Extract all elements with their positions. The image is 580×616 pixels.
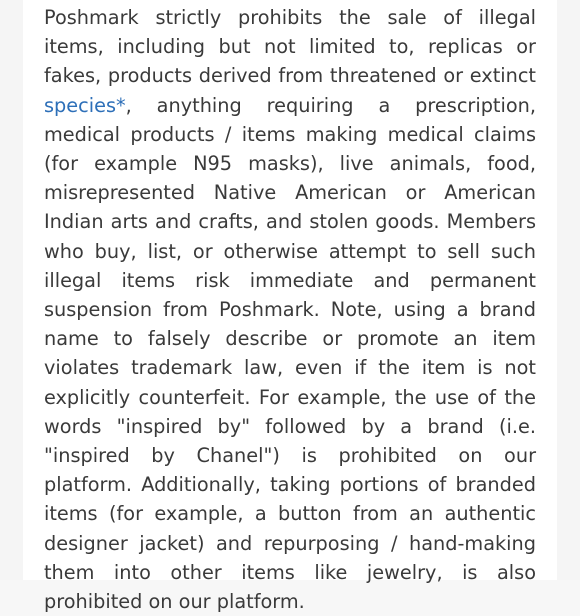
policy-text-after-link: , anything requiring a prescription, medical products / items making medical claims (for example N95 masks), live animals, food, misrepresented Native American or American Indian arts and crafts, and stolen goods. Members who buy, list, or otherwise attempt to sell such illegal items risk immediate and permanent suspension from Poshmark. Note, using a brand name to falsely describe or promote an item violates trademark law, even if the item is not explicitly counterfeit. For example, the use of the words "inspired by" followed by a brand (i.e. "inspired by Chanel") is prohibited on our platform. Additionally, taking portions of branded items (for example, a button from an authentic designer jacket) and repurposing / hand-making them into other items like jewelry, is also prohibited on our platform. (44, 93, 536, 614)
policy-card (23, 0, 557, 614)
policy-text-before-link: Poshmark strictly prohibits the sale of illegal items, including but not limited to, replicas or fakes, products derived from threatened or extinct (44, 6, 536, 88)
prohibited-items-policy-text (44, 3, 536, 616)
species-link[interactable]: species* (44, 93, 126, 117)
